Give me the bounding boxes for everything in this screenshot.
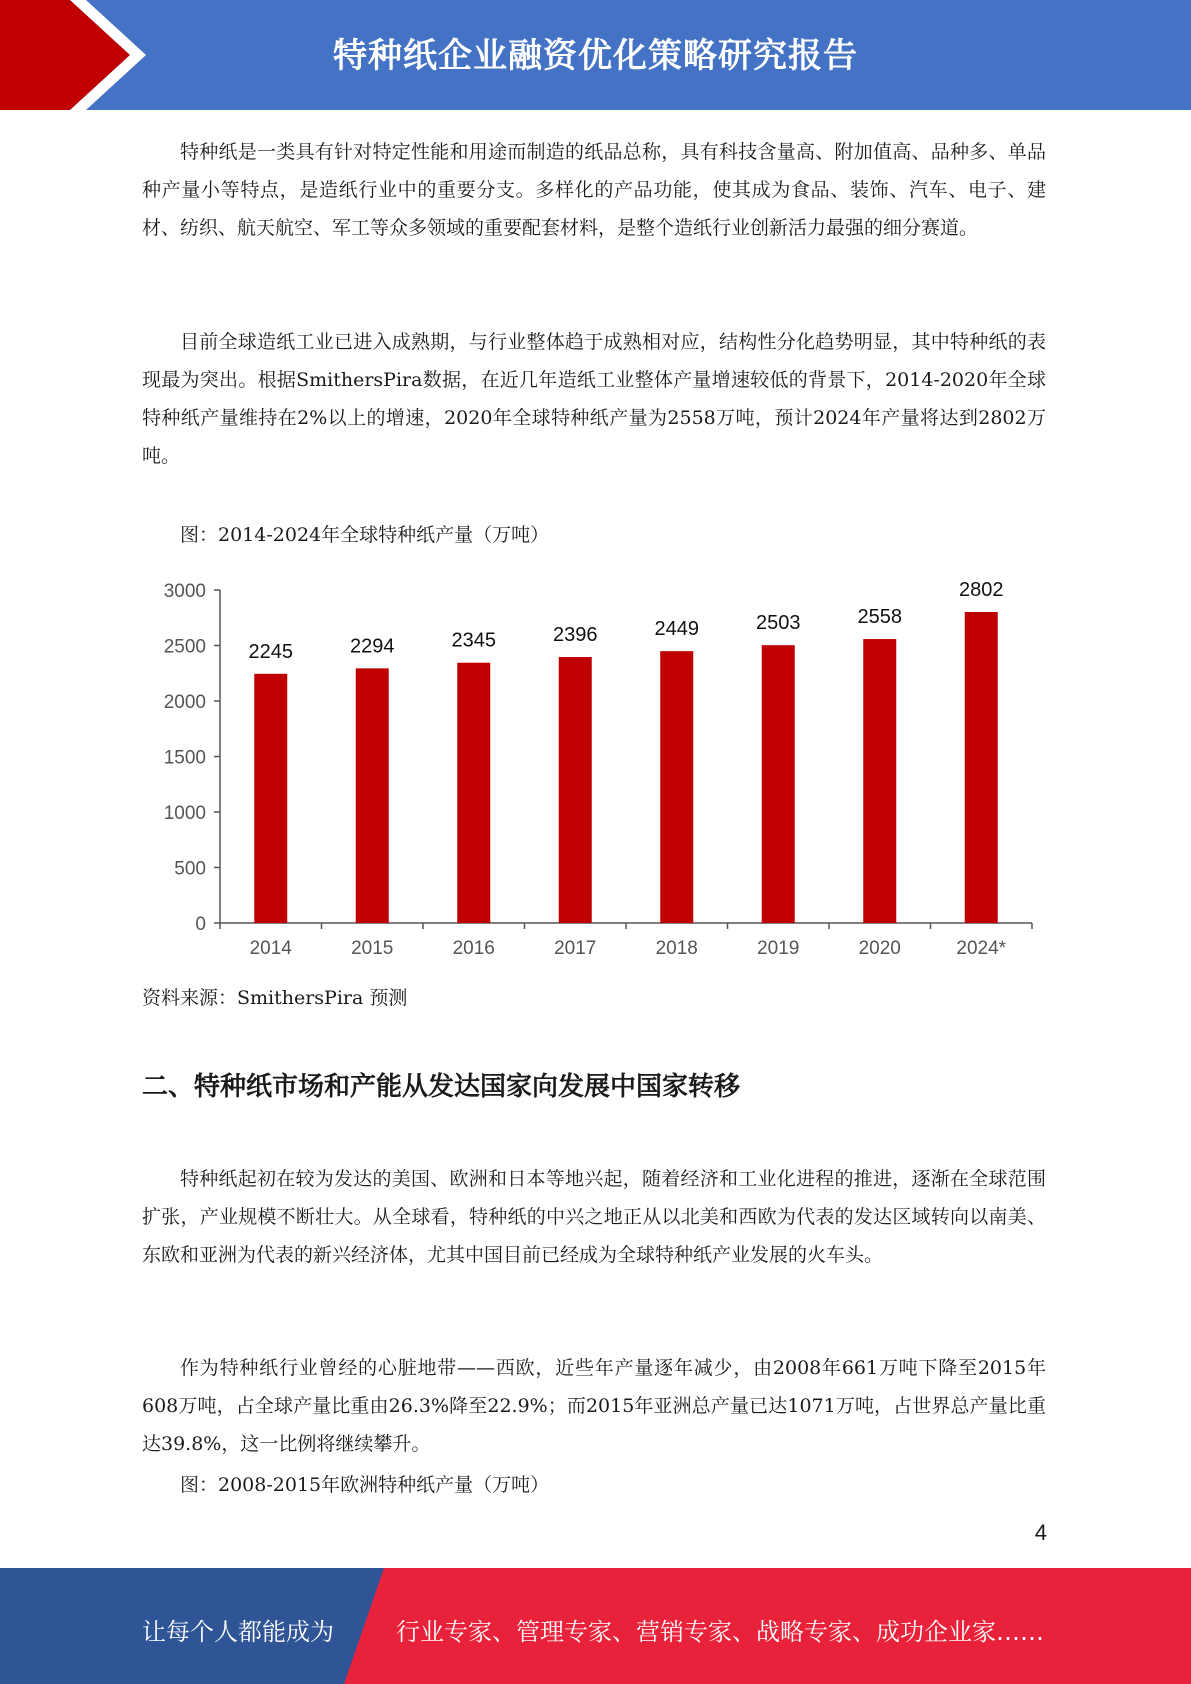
y-tick-label: 1500 [163,747,206,769]
bar [762,645,795,923]
y-tick-label: 3000 [163,581,206,602]
page-header [0,0,1191,110]
x-tick-label: 2020 [858,938,901,959]
x-tick-label: 2016 [452,938,495,959]
x-tick-label: 2015 [351,938,394,959]
y-tick-label: 2500 [163,636,206,658]
y-tick-label: 500 [174,858,206,880]
y-tick-label: 1000 [163,803,206,824]
bar [965,612,998,923]
data-label: 2802 [959,578,1004,601]
data-label: 2294 [350,635,395,658]
data-label: 2449 [654,618,699,641]
bar [559,657,592,923]
paragraph-3: 特种纸起初在较为发达的美国、欧洲和日本等地兴起，随着经济和工业化进程的推进，逐渐在全球范围扩张，产业规模不断壮大。从全球看，特种纸的中兴之地正从以北美和西欧为代表的发达区域转向以南美、东欧和亚洲为代表的新兴经济体，尤其中国目前已经成为全球特种纸产业发展的火车头。 [142,1168,1046,1266]
figure-caption-2: 图：2008-2015年欧洲特种纸产量（万吨） [180,1474,550,1496]
report-title: 特种纸企业融资优化策略研究报告 [333,36,858,76]
bar [863,639,896,923]
section-heading: 二、特种纸市场和产能从发达国家向发展中国家转移 [142,1072,741,1102]
y-tick-label: 2000 [163,692,206,713]
bar [356,668,389,923]
x-tick-label: 2019 [757,938,800,959]
footer-slogan-left: 让每个人都能成为 [142,1618,334,1646]
production-bar-chart [142,570,1042,970]
y-tick-label: 0 [195,914,206,935]
paragraph-4: 作为特种纸行业曾经的心脏地带——西欧，近些年产量逐年减少，由2008年661万吨下降至2015年608万吨，占全球产量比重由26.3%降至22.9%；而2015年亚洲总产量已达1071万吨，占世界总产量比重达39.8%，这一比例将继续攀升。 [142,1357,1046,1455]
data-label: 2558 [857,606,902,629]
paragraph-2: 目前全球造纸工业已进入成熟期，与行业整体趋于成熟相对应，结构性分化趋势明显，其中特种纸的表现最为突出。根据SmithersPira数据，在近几年造纸工业整体产量增速较低的背景下，2014-2020年全球特种纸产量维持在2%以上的增速，2020年全球特种纸产量为2558万吨，预计2024年产量将达到2802万吨。 [142,331,1046,467]
x-tick-label: 2014 [249,938,292,959]
figure-source: 资料来源：SmithersPira 预测 [142,987,408,1009]
figure-caption: 图：2014-2024年全球特种纸产量（万吨） [180,524,550,546]
page-footer [0,1568,1191,1684]
x-tick-label: 2018 [655,938,698,959]
x-tick-label: 2017 [554,938,597,959]
data-label: 2503 [756,612,801,635]
page-number: 4 [1034,1520,1047,1545]
paragraph-1: 特种纸是一类具有针对特定性能和用途而制造的纸品总称，具有科技含量高、附加值高、品种多、单品种产量小等特点，是造纸行业中的重要分支。多样化的产品功能，使其成为食品、装饰、汽车、电子、建材、纺织、航天航空、军工等众多领域的重要配套材料，是整个造纸行业创新活力最强的细分赛道。 [142,141,1046,239]
bar [457,663,490,923]
footer-slogan-right: 行业专家、管理专家、营销专家、战略专家、成功企业家…… [396,1618,1044,1646]
bar [254,674,287,923]
data-label: 2396 [553,624,598,647]
x-tick-label: 2024* [956,938,1007,959]
data-label: 2345 [451,629,496,652]
data-label: 2245 [248,640,293,663]
bar [660,651,693,923]
